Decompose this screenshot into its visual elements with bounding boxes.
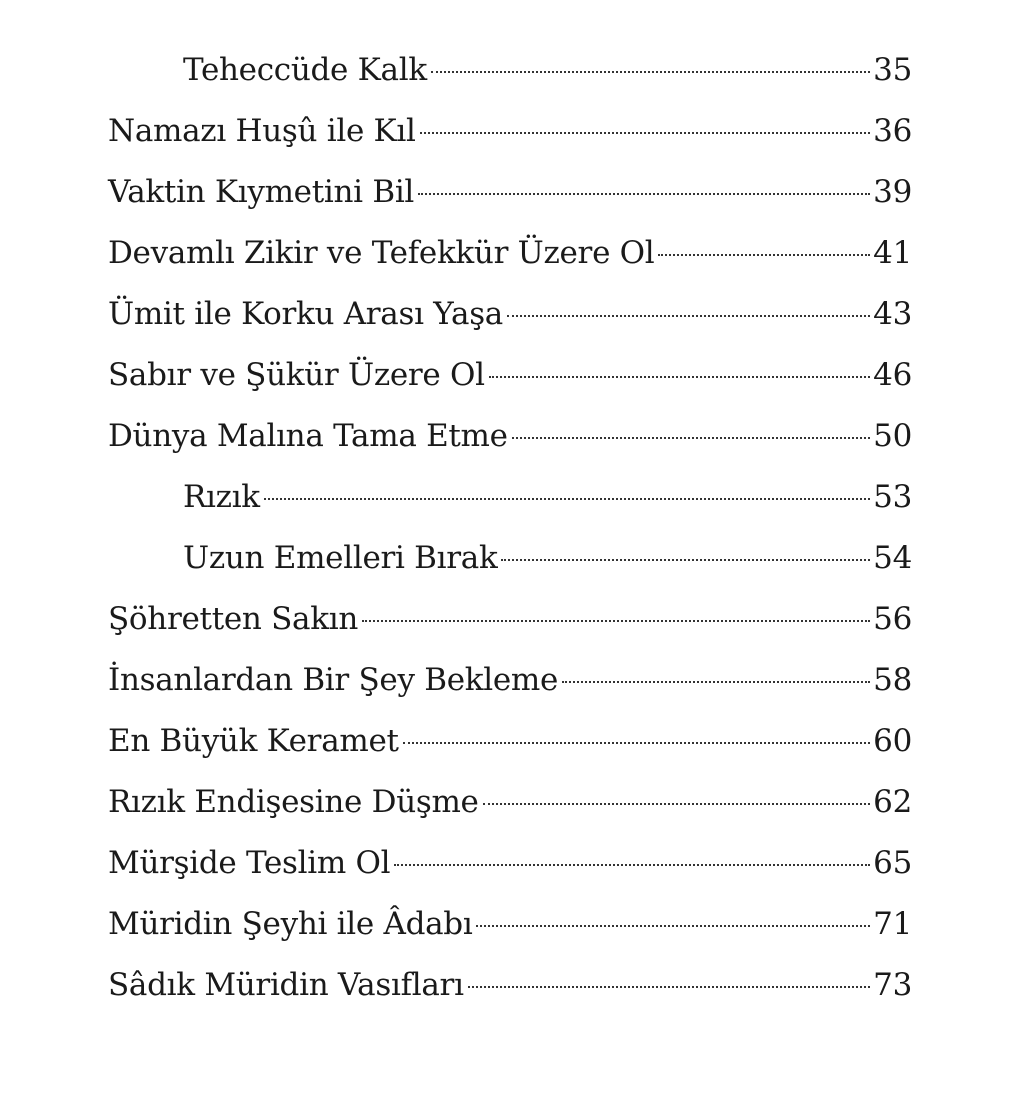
dot-leader [431, 71, 870, 73]
toc-entry-page: 58 [873, 662, 912, 698]
toc-entry [108, 101, 912, 162]
toc-entry-page: 53 [873, 479, 912, 515]
toc-entry-page: 46 [873, 357, 912, 393]
dot-leader [483, 803, 871, 805]
toc-entry-title: Devamlı Zikir ve Tefekkür Üzere Ol [108, 235, 655, 271]
toc-entry-page: 36 [873, 113, 912, 149]
toc-entry [108, 284, 912, 345]
dot-leader [507, 315, 870, 317]
toc-entry [108, 162, 912, 223]
toc-entry [108, 467, 912, 528]
dot-leader [476, 925, 870, 927]
toc-entry-title: Müridin Şeyhi ile Âdabı [108, 906, 473, 942]
toc-entry [108, 589, 912, 650]
toc-entry-page: 39 [873, 174, 912, 210]
toc-entry-page: 62 [873, 784, 912, 820]
toc-entry-page: 54 [873, 540, 912, 576]
toc-entry-page: 50 [873, 418, 912, 454]
toc-entry-title: Mürşide Teslim Ol [108, 845, 391, 881]
toc-entry-title: Ümit ile Korku Arası Yaşa [108, 296, 503, 332]
toc-entry-page: 65 [873, 845, 912, 881]
toc-entry [108, 406, 912, 467]
toc-entry-page: 71 [873, 906, 912, 942]
table-of-contents [108, 40, 912, 1016]
toc-entry-page: 60 [873, 723, 912, 759]
dot-leader [420, 132, 871, 134]
dot-leader [403, 742, 870, 744]
dot-leader [501, 559, 870, 561]
toc-entry-title: İnsanlardan Bir Şey Bekleme [108, 662, 559, 698]
dot-leader [468, 986, 870, 988]
toc-entry-title: Dünya Malına Tama Etme [108, 418, 508, 454]
toc-entry-title: Şöhretten Sakın [108, 601, 358, 637]
toc-entry-title: Vaktin Kıymetini Bil [108, 174, 415, 210]
toc-entry [108, 833, 912, 894]
toc-entry [108, 894, 912, 955]
toc-entry-title: Rızık Endişesine Düşme [108, 784, 479, 820]
dot-leader [562, 681, 870, 683]
toc-entry-title: Sabır ve Şükür Üzere Ol [108, 357, 485, 393]
toc-entry [108, 955, 912, 1016]
toc-entry-title: Sâdık Müridin Vasıfları [108, 967, 464, 1003]
dot-leader [264, 498, 870, 500]
toc-entry [108, 40, 912, 101]
toc-entry-title: Rızık [183, 479, 260, 515]
dot-leader [658, 254, 870, 256]
toc-entry-page: 43 [873, 296, 912, 332]
toc-entry-page: 73 [873, 967, 912, 1003]
toc-entry [108, 528, 912, 589]
dot-leader [418, 193, 870, 195]
toc-entry-title: Teheccüde Kalk [183, 52, 427, 88]
toc-entry-title: Uzun Emelleri Bırak [183, 540, 498, 576]
toc-entry [108, 223, 912, 284]
toc-entry-page: 35 [873, 52, 912, 88]
toc-entry [108, 711, 912, 772]
toc-entry-title: En Büyük Keramet [108, 723, 399, 759]
toc-entry [108, 650, 912, 711]
toc-entry-title: Namazı Huşû ile Kıl [108, 113, 416, 149]
toc-entry-page: 56 [873, 601, 912, 637]
dot-leader [394, 864, 870, 866]
toc-entry-page: 41 [873, 235, 912, 271]
dot-leader [512, 437, 870, 439]
dot-leader [489, 376, 870, 378]
dot-leader [362, 620, 870, 622]
toc-entry [108, 345, 912, 406]
toc-entry [108, 772, 912, 833]
